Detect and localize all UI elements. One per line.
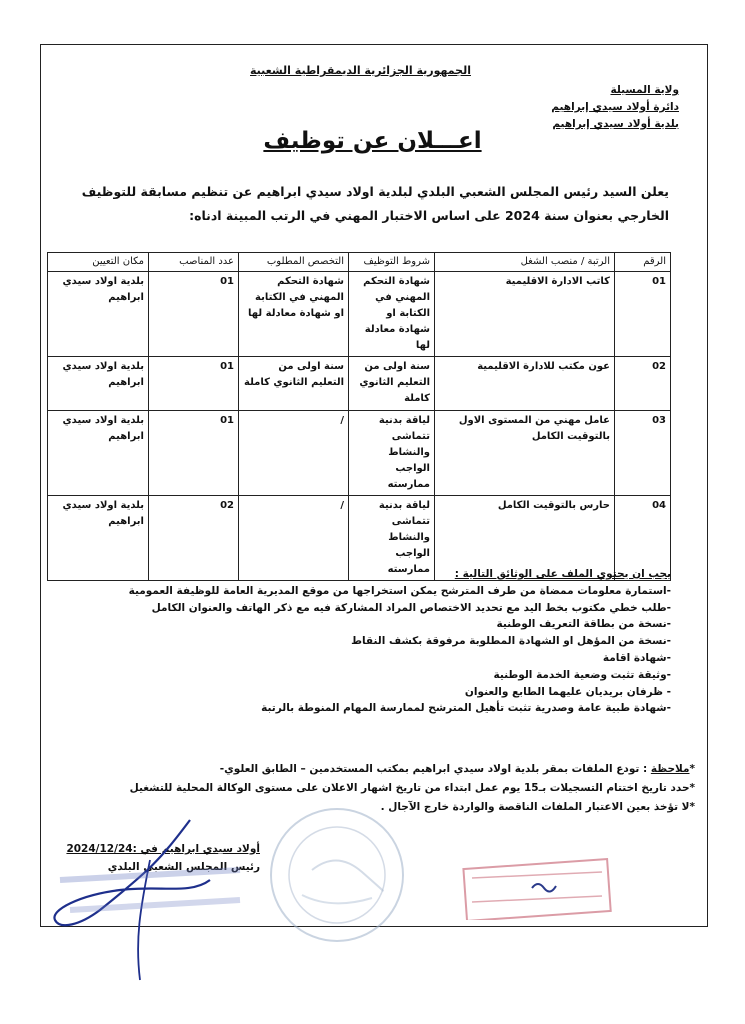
header-grade: الرتبة / منصب الشغل [435, 253, 615, 272]
note-line-1: *ملاحظة : تودع الملفات بمقر بلدية اولاد سيدي ابراهيم بمكتب المستخدمين – الطابق العلوي- [219, 763, 695, 775]
header-conditions: شروط التوظيف [349, 253, 435, 272]
row-grade: حارس بالتوقيت الكامل [435, 496, 615, 581]
announcement-intro: يعلن السيد رئيس المجلس الشعبي البلدي لبلدية اولاد سيدي ابراهيم عن تنظيم مسابقة للتوظيف الخارجي بعنوان سنة 2024 على اساس الاختبار المهني في الرتب المبينة ادناه: [81, 184, 669, 223]
round-stamp-icon [262, 800, 412, 950]
signatory-role: رئيس المجلس الشعبي البلدي [107, 861, 260, 873]
row-conditions: شهادة التحكم المهني في الكتابة او شهادة معادلة لها [349, 272, 435, 357]
note-line-3: *لا تؤخذ بعين الاعتبار الملفات الناقصة والواردة خارج الآجال . [380, 801, 695, 813]
row-posts: 01 [149, 272, 239, 357]
document-item: -وثيقة تثبت وضعية الخدمة الوطنية [493, 668, 671, 681]
administrative-header [551, 82, 679, 133]
row-specialty: / [239, 496, 349, 581]
document-item: -شهادة اقامة [602, 651, 671, 664]
table-header-row [48, 253, 671, 272]
wilaya-line: ولاية المسيلة [610, 84, 679, 96]
republic-header: الجمهورية الجزائرية الديمقراطية الشعبية [250, 64, 471, 77]
row-place: بلدية اولاد سيدي ابراهيم [48, 357, 149, 411]
row-grade: عامل مهني من المستوى الاول بالتوقيت الكامل [435, 411, 615, 496]
document-item: - ظرفان بريديان عليهما الطابع والعنوان [464, 685, 671, 698]
registration-stamp-icon [462, 858, 612, 920]
note-line-2: *حدد تاريخ اختتام التسجيلات بـ15 يوم عمل ابتداء من تاريخ اشهار الاعلان على مستوى الوكالة المحلية للتشغيل [129, 782, 695, 794]
note-label: ملاحظة [650, 763, 690, 775]
row-specialty: / [239, 411, 349, 496]
document-item: -نسخة من بطاقة التعريف الوطنية [496, 618, 671, 631]
row-specialty: سنة اولى من التعليم الثانوي كاملة [239, 357, 349, 411]
table-row [48, 357, 671, 411]
document-item: -شهادة طبية عامة وصدرية تثبت تأهيل المترشح لممارسة المهام المنوطة بالرتبة [261, 702, 671, 715]
header-place: مكان التعيين [48, 253, 149, 272]
row-conditions: سنة اولى من التعليم الثانوي كاملة [349, 357, 435, 411]
row-place: بلدية اولاد سيدي ابراهيم [48, 496, 149, 581]
announcement-title-text: اعـــلان عن توظيف [263, 128, 482, 154]
document-item: -نسخة من المؤهل او الشهادة المطلوبة مرفوقة بكشف النقاط [351, 635, 671, 648]
daira-line: دائرة أولاد سيدي إبراهيم [551, 101, 679, 113]
row-place: بلدية اولاد سيدي ابراهيم [48, 272, 149, 357]
note-text-1: : تودع الملفات بمقر بلدية اولاد سيدي ابراهيم بمكتب المستخدمين – الطابق العلوي- [219, 763, 651, 775]
document-item: -استمارة معلومات ممضاة من طرف المترشح يمكن استخراجها من موقع المديرية العامة للوظيفة العمومية [128, 584, 671, 597]
row-specialty: شهادة التحكم المهني في الكتابة او شهادة معادلة لها [239, 272, 349, 357]
positions-table [47, 252, 671, 581]
commune-line: بلدية أولاد سيدي إبراهيم [552, 118, 679, 130]
row-number: 01 [615, 272, 671, 357]
documents-heading: يجب ان يحتوي الملف على الوثائق التالية : [454, 568, 671, 580]
header-number: الرقم [615, 253, 671, 272]
header-posts: عدد المناصب [149, 253, 239, 272]
row-grade: كاتب الادارة الاقليمية [435, 272, 615, 357]
table-row [48, 272, 671, 357]
row-number: 02 [615, 357, 671, 411]
row-posts: 01 [149, 411, 239, 496]
row-place: بلدية اولاد سيدي ابراهيم [48, 411, 149, 496]
announcement-title [0, 128, 745, 154]
required-documents [71, 566, 671, 717]
row-posts: 02 [149, 496, 239, 581]
place-and-date: أولاد سيدي ابراهيم في :2024/12/24 [66, 843, 260, 855]
row-conditions: لياقة بدنية تتماشى والنشاط الواجب ممارسته [349, 411, 435, 496]
row-conditions: لياقة بدنية تتماشى والنشاط الواجب ممارسته [349, 496, 435, 581]
row-number: 03 [615, 411, 671, 496]
row-grade: عون مكتب للادارة الاقليمية [435, 357, 615, 411]
row-posts: 01 [149, 357, 239, 411]
table-row [48, 411, 671, 496]
document-item: -طلب خطي مكتوب بخط اليد مع تحديد الاختصاص المراد المشاركة فيه مع ذكر الهاتف والعنوان الكامل [151, 601, 671, 614]
handwritten-signature-icon [40, 800, 270, 990]
header-specialty: التخصص المطلوب [239, 253, 349, 272]
row-number: 04 [615, 496, 671, 581]
